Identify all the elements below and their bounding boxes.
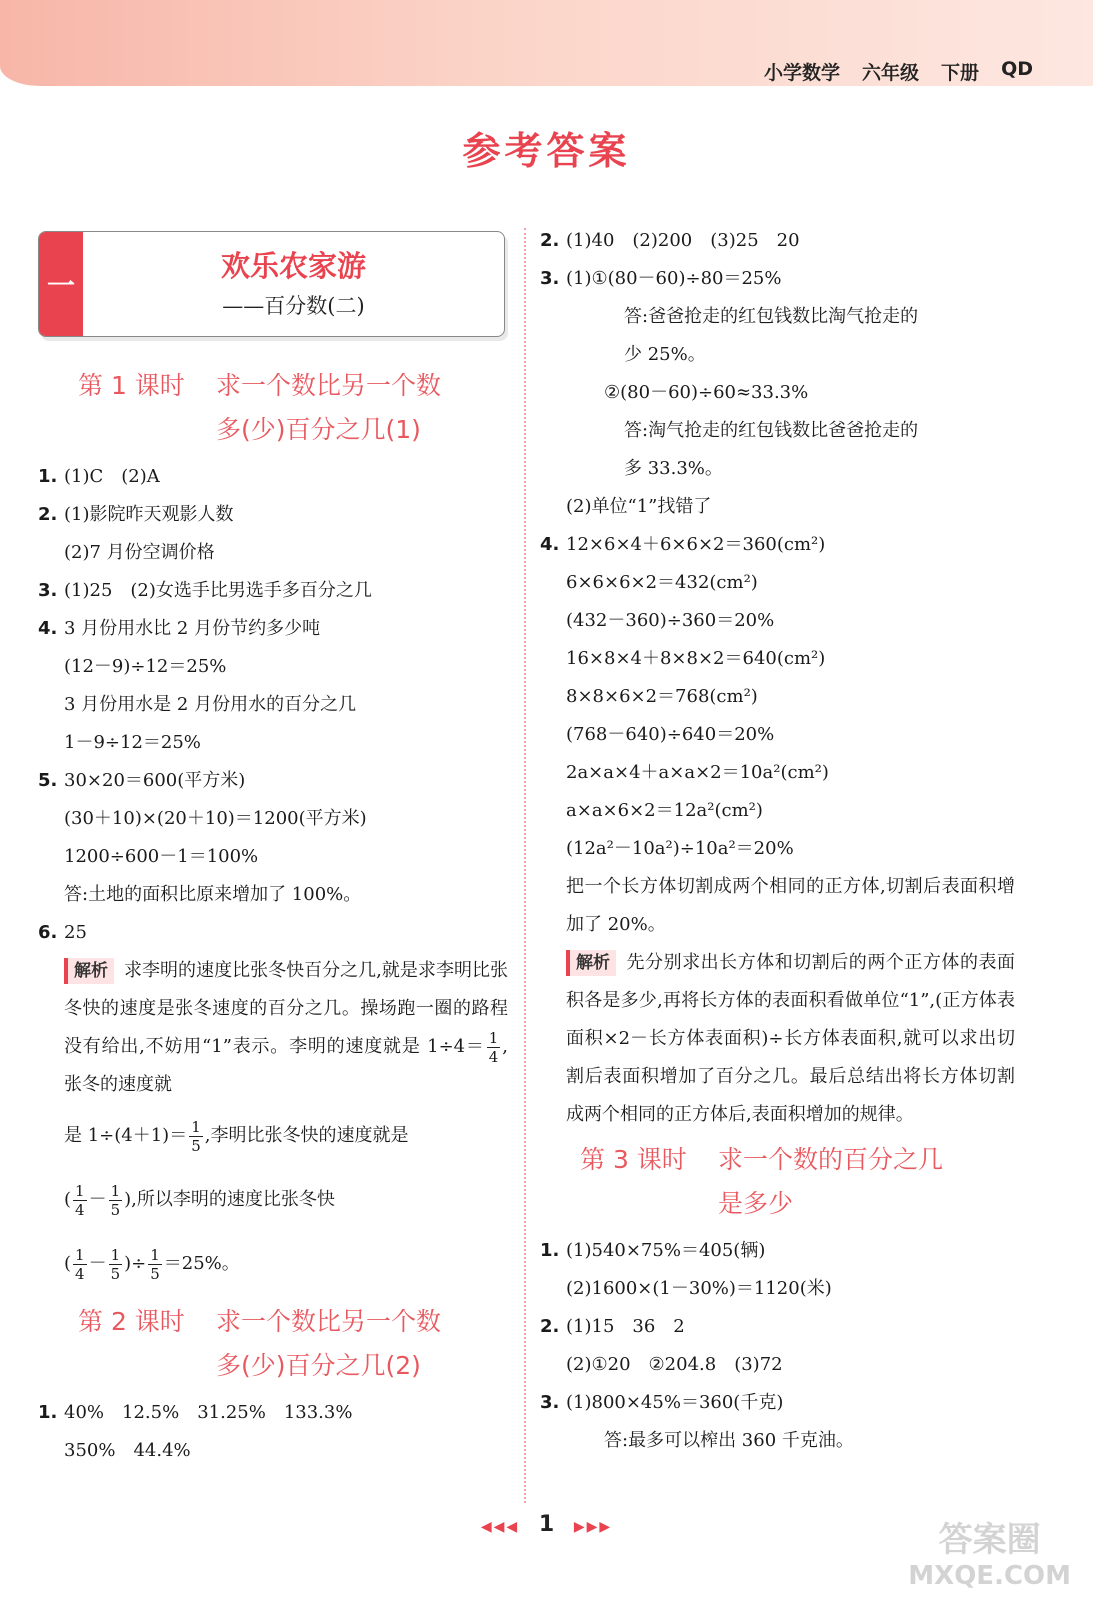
page-number: 1 [538,1512,555,1537]
answer-conclusion: 把一个长方体切割成两个相同的正方体,切割后表面积增加了 20%。 [566,876,1015,935]
lesson1-heading [38,364,508,452]
header-meta [764,58,1033,85]
answer-item: 3. (1)25 (2)女选手比男选手多百分之几 [38,580,372,601]
answer-item: 1. (1)C (2)A [38,466,160,487]
lesson2-heading [38,1300,508,1388]
fraction: $\frac{1}{5}$ [110,1245,121,1283]
answer-item: 2. (1)40 (2)200 (3)25 20 [540,230,800,251]
answer-line: (2)1600×(1－30%)＝1120(米) [566,1278,832,1299]
answer-line: (12－9)÷12＝25% [64,656,227,677]
explanation-line: ( $\frac{1}{4}$ － $\frac{1}{5}$ )÷ $\frac{1}{5}$ ＝25%。 [64,1245,240,1283]
answer-item: 2. (1)15 36 2 [540,1316,685,1337]
lesson1-title2: 多(少)百分之几(1) [216,415,421,444]
answer-item: 5. 30×20＝600(平方米) [38,770,246,791]
answer-item: 1. (1)540×75%＝405(辆) [540,1240,766,1261]
lesson3-label: 第 3 课时 [580,1145,687,1174]
answer-line: 1200÷600－1＝100% [64,846,259,867]
answer-line: ②(80－60)÷60≈33.3% [604,382,809,403]
fraction: $\frac{1}{4}$ [488,1028,499,1066]
explanation-line: 是 1÷(4＋1)＝ $\frac{1}{5}$ ,李明比张冬快的速度就是 [64,1117,409,1155]
answer-line: (432－360)÷360＝20% [566,610,775,631]
lesson1-title1: 求一个数比另一个数 [216,371,442,400]
explanation-tag: 解析 [566,950,616,976]
answer-line: 多 33.3%。 [624,458,723,479]
unit-tab: 一 [39,232,83,336]
answer-item: 3. (1)800×45%＝360(千克) [540,1392,784,1413]
right-column [540,222,1015,1460]
answer-line: 16×8×4＋8×8×2＝640(cm²) [566,648,826,669]
header-edition: QD [1001,58,1033,80]
watermark-logo: 答案圈 MXQE.COM [908,1520,1071,1591]
fraction: $\frac{1}{5}$ [191,1117,201,1155]
answer-item: 4. 12×6×4＋6×6×2＝360(cm²) [540,534,826,555]
answer-line: 答:最多可以榨出 360 千克油。 [604,1430,854,1451]
left-column [38,360,508,1470]
fraction: $\frac{1}{5}$ [150,1245,160,1283]
answer-line: a×a×6×2＝12a²(cm²) [566,800,763,821]
page-title: 参考答案 [462,129,631,173]
fraction: $\frac{1}{4}$ [75,1245,85,1283]
unit-subtitle: ——百分数(二) [222,294,365,318]
answer-line: (30＋10)×(20＋10)＝1200(平方米) [64,808,367,829]
answer-line: 8×8×6×2＝768(cm²) [566,686,758,707]
lesson3-title1: 求一个数的百分之几 [718,1145,944,1174]
answer-line: 少 25%。 [624,344,706,365]
lesson2-title1: 求一个数比另一个数 [216,1307,442,1336]
answer-item: 1. 40% 12.5% 31.25% 133.3% [38,1402,353,1423]
answer-line: (2)①20 ②204.8 (3)72 [566,1354,783,1375]
header-subject: 小学数学 [764,62,841,84]
explanation-line: ( $\frac{1}{4}$ － $\frac{1}{5}$ ),所以李明的速度比张冬快 [64,1181,335,1219]
answer-line: 答:爸爸抢走的红包钱数比淘气抢走的 [624,306,919,327]
answer-item: 3. (1)①(80－60)÷80＝25% [540,268,782,289]
answer-line: (12a²－10a²)÷10a²＝20% [566,838,794,859]
fraction: $\frac{1}{5}$ [110,1181,121,1219]
next-arrows-icon: ▶▶▶ [573,1519,613,1535]
answer-line: 2a×a×4＋a×a×2＝10a²(cm²) [566,762,829,783]
header-grade: 六年级 [862,62,920,84]
answer-line: 350% 44.4% [64,1440,191,1461]
answer-line: 答:土地的面积比原来增加了 100%。 [64,884,362,905]
column-divider [524,228,526,1503]
answer-line: 1－9÷12＝25% [64,732,201,753]
fraction: $\frac{1}{4}$ [75,1181,85,1219]
lesson2-title2: 多(少)百分之几(2) [216,1351,421,1380]
lesson1-label: 第 1 课时 [78,371,185,400]
header-volume: 下册 [941,62,980,84]
unit-box [38,231,505,337]
explanation-tag: 解析 [64,958,114,984]
explanation: 解析 求李明的速度比张冬快百分之几,就是求李明比张冬快的速度是张冬速度的百分之几。操场跑一圈的路程没有给出,不妨用“1”表示。李明的速度就是 1÷4＝ $\frac{1}{4}$ ,张冬的速度就 [64,960,508,1095]
answer-line: (768－640)÷640＝20% [566,724,775,745]
answer-line: 6×6×6×2＝432(cm²) [566,572,758,593]
lesson3-heading [540,1138,1015,1226]
lesson2-label: 第 2 课时 [78,1307,185,1336]
answer-item: 4. 3 月份用水比 2 月份节约多少吨 [38,618,321,639]
answer-line: 3 月份用水是 2 月份用水的百分之几 [64,694,357,715]
answer-line: 答:淘气抢走的红包钱数比爸爸抢走的 [624,420,919,441]
prev-arrows-icon: ◀◀◀ [480,1519,520,1535]
lesson3-title2: 是多少 [718,1189,794,1218]
unit-title: 欢乐农家游 [220,249,366,283]
answer-line: (2)单位“1”找错了 [566,496,712,517]
answer-item: 6. 25 [38,922,87,943]
answer-item: 2. (1)影院昨天观影人数 [38,504,234,525]
answer-line: (2)7 月份空调价格 [64,542,215,563]
explanation: 解析 先分别求出长方体和切割后的两个正方体的表面积各是多少,再将长方体的表面积看做单位“1”,(正方体表面积×2－长方体表面积)÷长方体表面积,就可以求出切割后表面积增加了百分之几。最后总结出将长方体切割成两个相同的正方体后,表面积增加的规律。 [566,952,1015,1125]
